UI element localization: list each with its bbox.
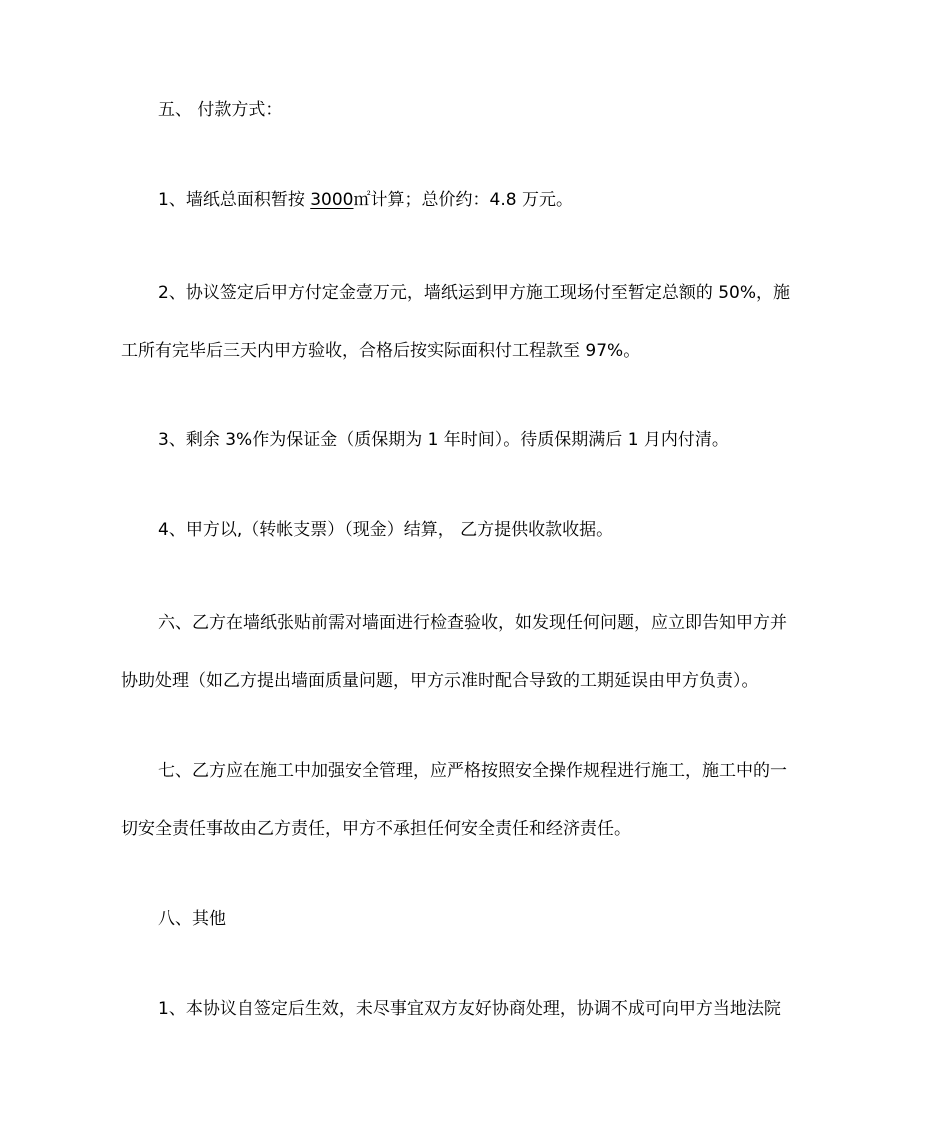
payment-clause-3: 3、剩余 3%作为保证金（质保期为 1 年时间）。待质保期满后 1 月内付清。 xyxy=(158,430,729,450)
section-6-line-1: 六、乙方在墙纸张贴前需对墙面进行检查验收，如发现任何问题，应立即告知甲方并 xyxy=(158,613,787,633)
payment-clause-2-line-2: 工所有完毕后三天内甲方验收，合格后按实际面积付工程款至 97%。 xyxy=(121,341,641,361)
section-8-clause-1: 1、本协议自签定后生效，未尽事宜双方友好协商处理，协调不成可向甲方当地法院 xyxy=(158,999,781,1019)
payment-clause-1 xyxy=(0,188,950,212)
section-6-line-2: 协助处理（如乙方提出墙面质量问题，甲方示准时配合导致的工期延误由甲方负责）。 xyxy=(121,671,759,691)
clause-1-text-before: 1、墙纸总面积暂按 xyxy=(158,190,311,210)
section-7-line-2: 切安全责任事故由乙方责任，甲方不承担任何安全责任和经济责任。 xyxy=(121,819,631,839)
payment-method-heading: 五、 付款方式： xyxy=(158,100,283,120)
payment-clause-4: 4、甲方以,（转帐支票）（现金）结算， 乙方提供收款收据。 xyxy=(158,520,614,540)
clause-1-text-after: ㎡计算；总价约：4.8 万元。 xyxy=(353,190,573,210)
section-8-heading: 八、其他 xyxy=(158,909,226,929)
section-7-line-1: 七、乙方应在施工中加强安全管理，应严格按照安全操作规程进行施工，施工中的一 xyxy=(158,761,787,781)
payment-clause-2-line-1: 2、协议签定后甲方付定金壹万元，墙纸运到甲方施工现场付至暂定总额的 50%，施 xyxy=(158,283,791,303)
wallpaper-area-value: 3000 xyxy=(310,190,354,210)
